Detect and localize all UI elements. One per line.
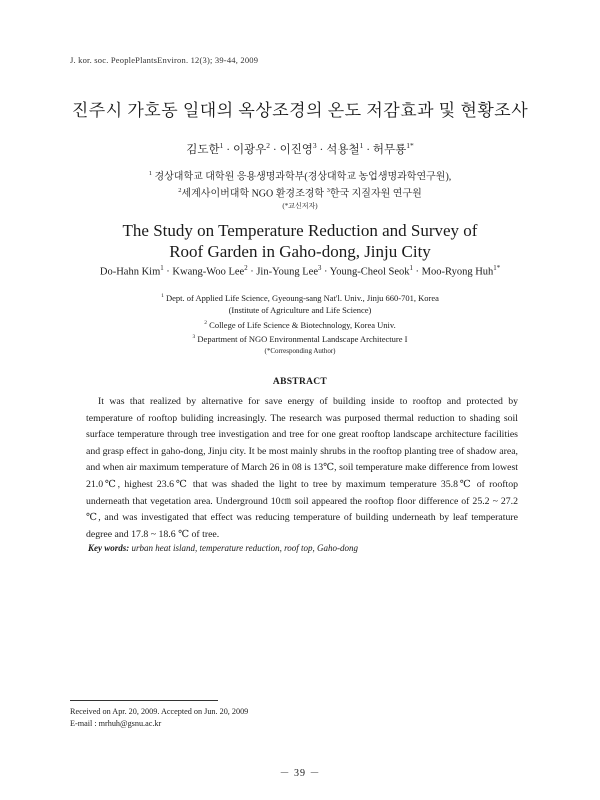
author-sup: 1* <box>406 141 414 151</box>
affiliations-korean <box>0 167 600 211</box>
received-dates: Received on Apr. 20, 2009. Accepted on Jun. 20, 2009 <box>70 707 249 716</box>
author-sup: 3 <box>312 141 317 151</box>
corresponding-note-kr: (*교신저자) <box>282 201 318 210</box>
author-sup: 1 <box>409 265 413 272</box>
affiliation-en-1: $^1$ Dept. of Applied Life Science, Gyeoung-sang Nat'l. Univ., Jinju 660-701, Korea <box>161 292 439 303</box>
email-line: E-mail : mrhuh@gsnu.ac.kr <box>70 719 162 728</box>
keywords <box>88 543 358 553</box>
author-kr: 김도한 <box>186 144 220 156</box>
author-en: Jin-Young Lee <box>256 266 318 278</box>
author-kr: 이진영 <box>279 144 313 156</box>
author-sup: 1 <box>359 141 364 151</box>
affiliations-english <box>0 290 600 358</box>
author-en: Moo-Ryong Huh <box>421 266 494 278</box>
title-korean: 진주시 가호동 일대의 옥상조경의 온도 저감효과 및 현황조사 <box>71 101 529 120</box>
title-english <box>0 220 600 262</box>
keywords-text: urban heat island, temperature reduction, roof top, Gaho-dong <box>131 543 358 553</box>
abstract-heading: ABSTRACT <box>272 377 328 387</box>
author-en: Kwang-Woo Lee <box>172 266 245 278</box>
corresponding-note-en: (*Corresponding Author) <box>264 347 336 356</box>
affiliation-kr-line2: $^2$세계사이버대학 NGO 환경조경학 $^3$한국 지질자원 연구원 <box>178 187 422 200</box>
footnote <box>70 706 248 730</box>
author-sup: 1 <box>160 265 164 272</box>
page-number: － 39 － <box>279 768 321 779</box>
affiliation-en-1b: (Institute of Agriculture and Life Science) <box>228 305 372 316</box>
abstract-text: It was that realized by alternative for save energy of building inside to rooftop and protected by temperature of rooftop buliding increasingly. The research was purposed thermal reduction to shading soil surface temperature through tree investigation and tree for one great rooftop landscape architecture facilities and grasp effect in gaho-dong, Jinju city. It be most mainly shrubs in the rooftop planting tree of shadow area, and when air maximum temperature of March 26 in 08 is 13℃, soil temperature make difference from lowest 21.0℃, highest 23.6℃ that was shaded the light to tree by maximum temperature 35.8℃ of rooftop underneath that vegetation area. Underground 10㎝ soil appeared the rooftop floor difference of 25.2 ~ 27.2 ℃, and was investigated that effect was reducing temperature of building underneath by leaf temperature degree and 17.8 ~ 18.6 ℃ of tree. <box>86 396 518 540</box>
affiliation-kr-line1: $^1$ 경상대학교 대학원 응용생명과학부(경상대학교 농업생명과학연구원), <box>148 170 452 183</box>
author-en: Do-Hahn Kim <box>99 266 161 278</box>
author-kr: 이광우 <box>232 144 267 156</box>
journal-citation: J. kor. soc. PeoplePlantsEnviron. 12(3); 39-44, 2009 <box>70 55 259 65</box>
author-kr: 허무룡 <box>372 144 407 156</box>
affiliation-en-2: $^2$ College of Life Science & Biotechnology, Korea Univ. <box>204 319 396 330</box>
author-sup: 1* <box>493 265 501 272</box>
title-en-line1: The Study on Temperature Reduction and Survey of <box>122 221 478 240</box>
author-en: Young-Cheol Seok <box>329 266 410 278</box>
author-sup: 3 <box>318 265 322 272</box>
footnote-divider <box>70 700 218 701</box>
authors-english: Do-Hahn Kim$^1$ · Kwang-Woo Lee$^2$ · Jin-Young Lee$^3$ · Young-Cheol Seok$^1$ · Moo-Ryong Huh$^{1*}$ <box>99 265 501 278</box>
authors-korean: 김도한$^1$ · 이광우$^2$ · 이진영$^3$ · 석용철$^1$ · 허무룡$^{1*}$ <box>186 141 414 156</box>
author-kr: 석용철 <box>326 144 360 156</box>
affiliation-en-3: $^3$ Department of NGO Environmental Landscape Architecture I <box>192 333 408 344</box>
author-sup: 1 <box>219 141 224 151</box>
keywords-label: Key words: <box>88 543 130 553</box>
title-en-line2: Roof Garden in Gaho-dong, Jinju City <box>169 242 431 261</box>
author-sup: 2 <box>244 265 248 272</box>
author-sup: 2 <box>266 141 270 151</box>
